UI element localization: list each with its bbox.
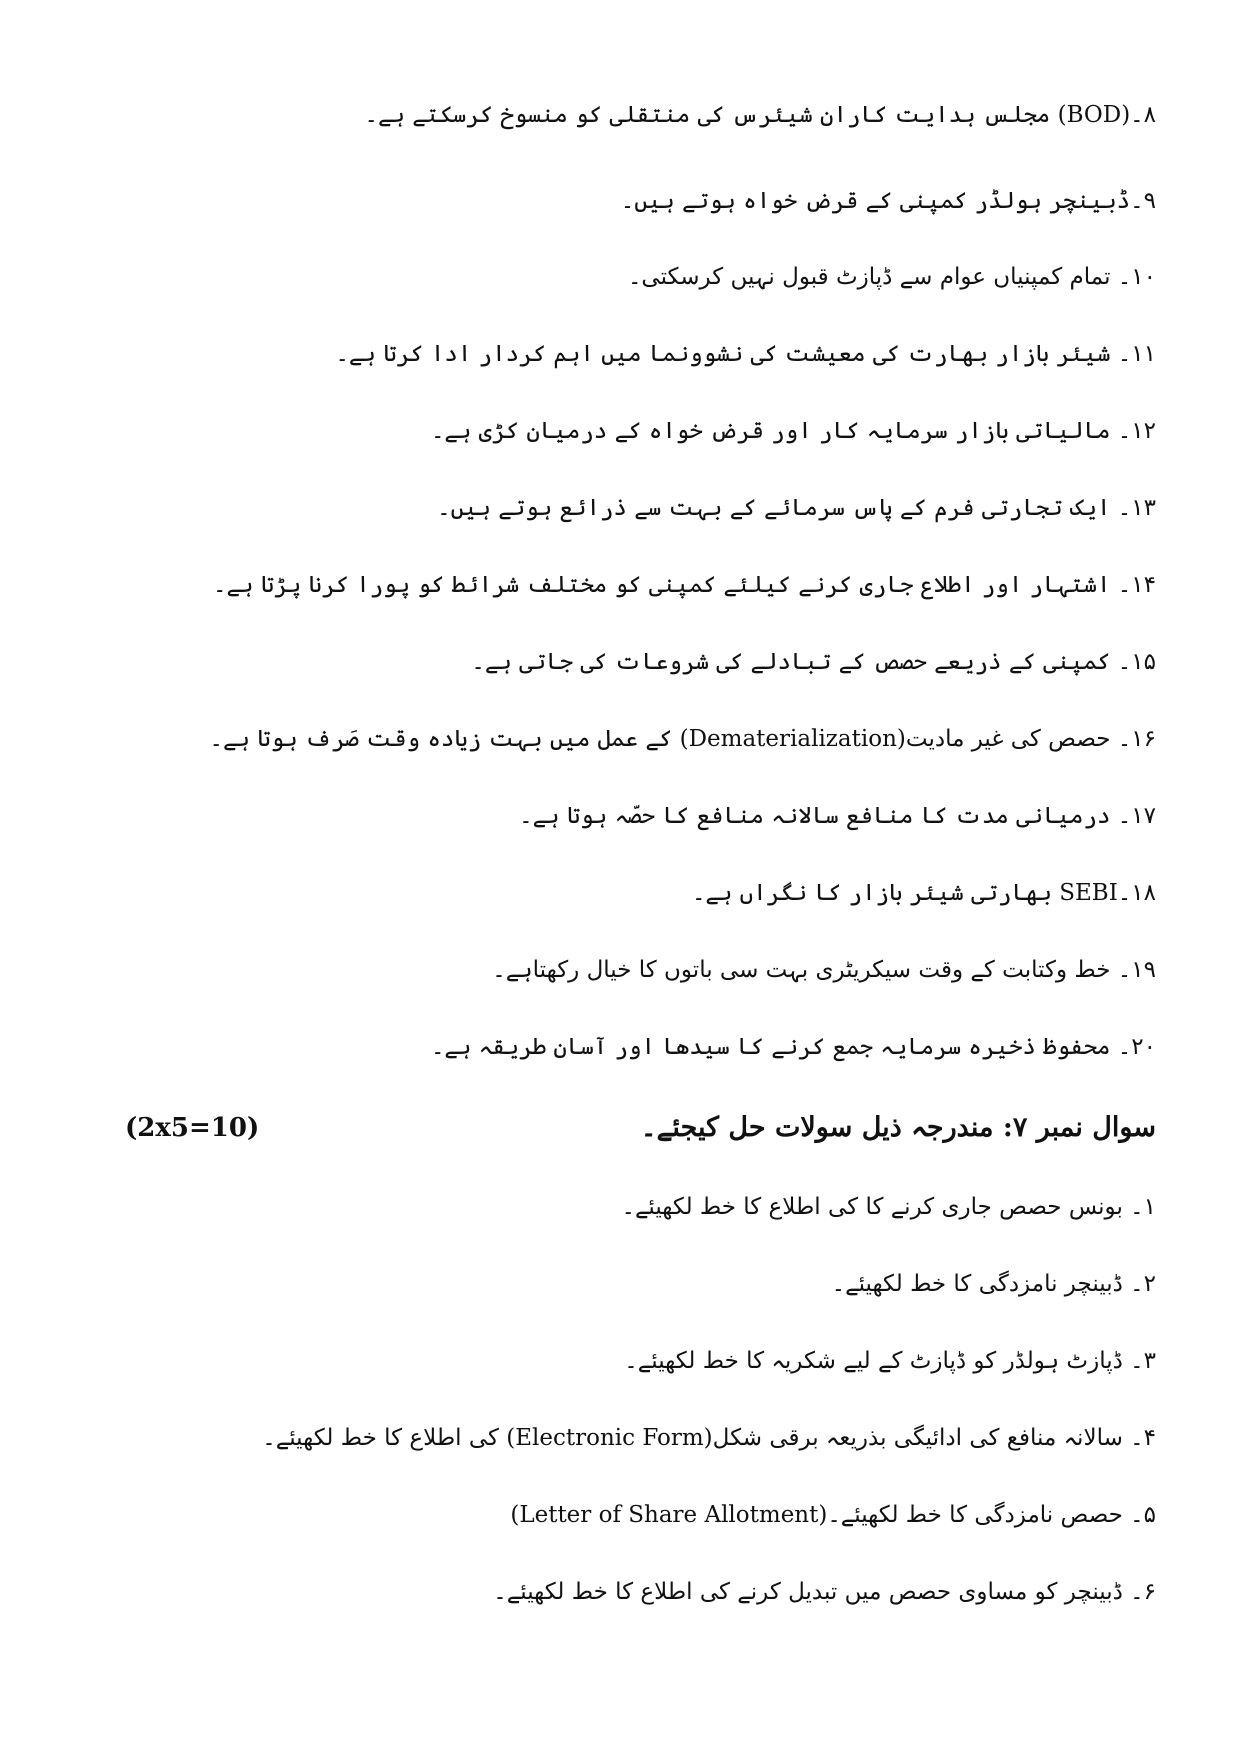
question-7-marks: (2x5=10) [125,1113,260,1143]
statement-10: ۱۰۔ تمام کمپنیاں عوام سے ڈپازٹ قبول نہیں کرسکتی۔ [627,264,1156,290]
question-item-6: ۶۔ ڈبینچر کو مساوی حصص میں تبدیل کرنے کی اطلاع کا خط لکھیئے۔ [493,1579,1156,1605]
statement-11: ۱۱۔ شیئر بازار بھارت کی معیشت کی نشوونما میں اہم کردار ادا کرتا ہے۔ [335,341,1156,367]
statement-9: ۹۔ڈبینچر ہولڈر کمپنی کے قرض خواہ ہوتے ہیں۔ [620,188,1156,214]
statement-15: ۱۵۔ کمپنی کے ذریعے حصص کے تبادلے کی شروعات کی جاتی ہے۔ [471,649,1156,675]
question-7-heading: سوال نمبر ۷: مندرجہ ذیل سولات حل کیجئے۔ [640,1112,1156,1143]
statement-12: ۱۲۔ مالیاتی بازار سرمایہ کار اور قرض خواہ کے درمیان کڑی ہے۔ [430,418,1156,444]
statement-18: ۱۸۔SEBI بھارتی شیئر بازار کا نگراں ہے۔ [691,880,1156,906]
question-item-3: ۳۔ ڈپازٹ ہولڈر کو ڈپازٹ کے لیے شکریہ کا خط لکھیئے۔ [624,1348,1156,1374]
question-item-5: ۵۔ حصص نامزدگی کا خط لکھیئے۔(Letter of Share Allotment) [510,1502,1156,1528]
statement-13: ۱۳۔ ایک تجارتی فرم کے پاس سرمائے کے بہت سے ذرائع ہوتے ہیں۔ [437,495,1156,521]
statement-14: ۱۴۔ اشتہار اور اطلاع جاری کرنے کیلئے کمپنی کو مختلف شرائط کو پورا کرنا پڑتا ہے۔ [213,572,1156,598]
statement-16: ۱۶۔ حصص کی غیر مادیت(Dematerialization) کے عمل میں بہت زیادہ وقت صَرف ہوتا ہے۔ [209,726,1156,752]
statement-20: ۲۰۔ محفوظ ذخیرہ سرمایہ جمع کرنے کا سیدھا اور آسان طریقہ ہے۔ [430,1034,1156,1060]
question-item-4: ۴۔ سالانہ منافع کی ادائیگی بذریعہ برقی شکل(Electronic Form) کی اطلاع کا خط لکھیئے۔ [262,1425,1156,1451]
statement-17: ۱۷۔ درمیانی مدت کا منافع سالانہ منافع کا حصّہ ہوتا ہے۔ [519,803,1156,829]
statement-19: ۱۹۔ خط وکتابت کے وقت سیکریٹری بہت سی باتوں کا خیال رکھتاہے۔ [492,957,1156,983]
question-item-1: ۱۔ بونس حصص جاری کرنے کا کی اطلاع کا خط لکھیئے۔ [621,1194,1156,1220]
question-item-2: ۲۔ ڈبینچر نامزدگی کا خط لکھیئے۔ [831,1271,1156,1297]
statement-8: ۸۔(BOD) مجلس ہدایت کاران شیئرس کی منتقلی کو منسوخ کرسکتے ہے۔ [364,102,1156,128]
